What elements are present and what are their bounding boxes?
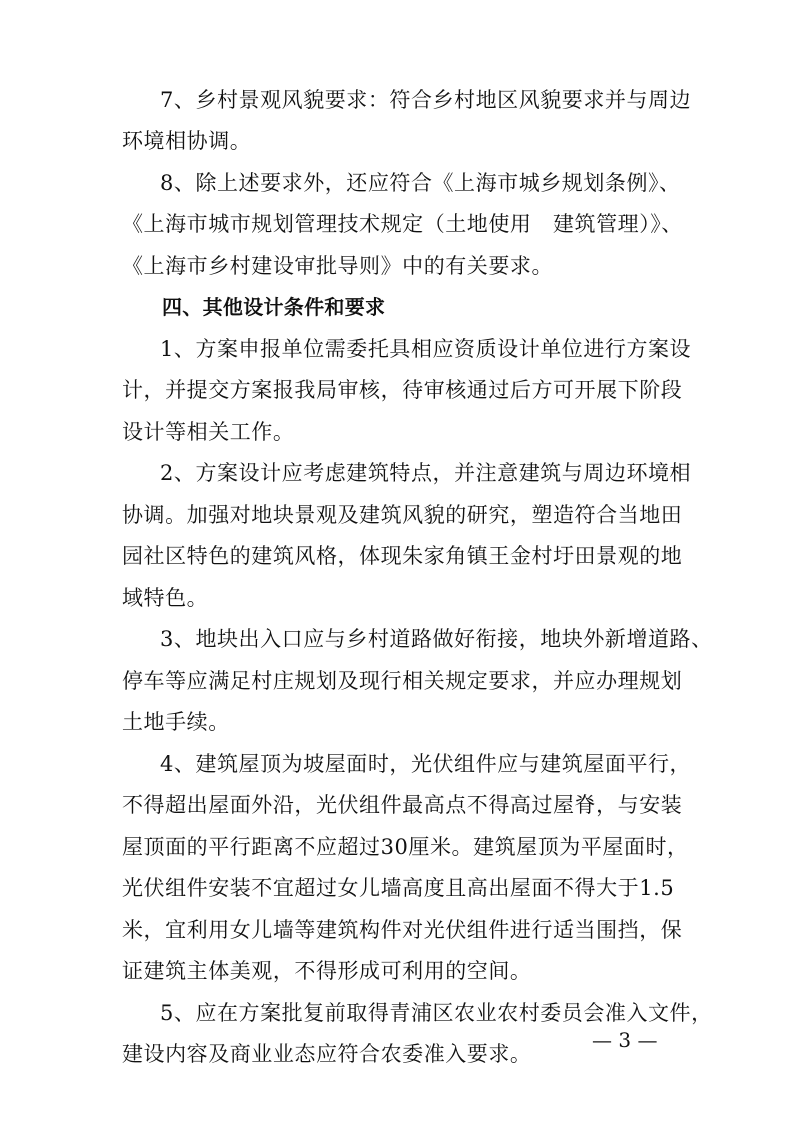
item-3-line-1: 3、地块出入口应与乡村道路做好衔接，地块外新增道路、 xyxy=(160,627,713,651)
item-4-line-1: 4、建筑屋顶为坡屋面时，光伏组件应与建筑屋面平行， xyxy=(160,752,692,776)
item-7-line-2: 环境相协调。 xyxy=(122,129,252,153)
item-3-line-2: 停车等应满足村庄规划及现行相关规定要求，并应办理规划 xyxy=(122,669,683,693)
item-8-line-1: 8、除上述要求外，还应符合《上海市城乡规划条例》、 xyxy=(160,171,681,195)
item-5-line-2: 建设内容及商业业态应符合农委准入要求。 xyxy=(122,1042,532,1066)
section-heading-4: 四、其他设计条件和要求 xyxy=(162,295,386,319)
page-number: — 3 — xyxy=(592,1028,658,1052)
item-7-line-1: 7、乡村景观风貌要求：符合乡村地区风貌要求并与周边 xyxy=(160,88,692,112)
item-8-line-3: 《上海市乡村建设审批导则》中的有关要求。 xyxy=(122,254,553,278)
item-1-line-1: 1、方案申报单位需委托具相应资质设计单位进行方案设 xyxy=(160,337,692,361)
item-4-line-4: 光伏组件安装不宜超过女儿墙高度且高出屋面不得大于1.5 xyxy=(122,876,675,900)
item-2-line-4: 域特色。 xyxy=(122,586,209,610)
item-3-line-3: 土地手续。 xyxy=(122,710,230,734)
item-4-line-3: 屋顶面的平行距离不应超过30厘米。建筑屋顶为平屋面时， xyxy=(122,835,689,859)
item-1-line-3: 设计等相关工作。 xyxy=(122,420,295,444)
item-2-line-1: 2、方案设计应考虑建筑特点，并注意建筑与周边环境相 xyxy=(160,461,692,485)
item-8-line-2: 《上海市城市规划管理技术规定（土地使用 建筑管理）》、 xyxy=(122,212,683,236)
item-4-line-5: 米，宜利用女儿墙等建筑构件对光伏组件进行适当围挡，保 xyxy=(122,918,683,942)
item-5-line-1: 5、应在方案批复前取得青浦区农业农村委员会准入文件， xyxy=(160,1001,713,1025)
item-1-line-2: 计，并提交方案报我局审核，待审核通过后方可开展下阶段 xyxy=(122,378,683,402)
item-4-line-2: 不得超出屋面外沿，光伏组件最高点不得高过屋脊，与安装 xyxy=(122,793,683,817)
item-2-line-3: 园社区特色的建筑风格，体现朱家角镇王金村圩田景观的地 xyxy=(122,544,683,568)
item-4-line-6: 证建筑主体美观，不得形成可利用的空间。 xyxy=(122,959,532,983)
item-2-line-2: 协调。加强对地块景观及建筑风貌的研究，塑造符合当地田 xyxy=(122,503,683,527)
